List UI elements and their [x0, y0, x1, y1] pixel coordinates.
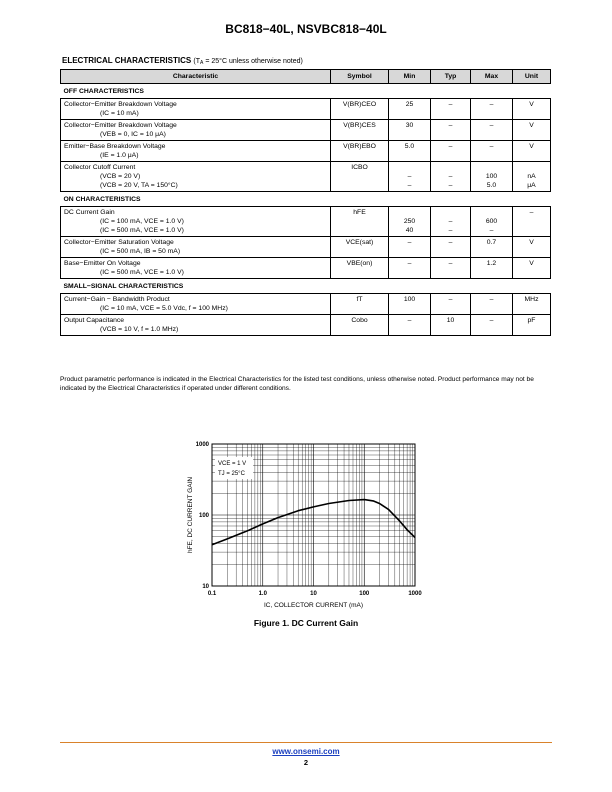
- min-cell: 30: [389, 120, 431, 141]
- symbol-cell: Cobo: [331, 315, 389, 336]
- symbol-cell: V(BR)EBO: [331, 141, 389, 162]
- table-row: [61, 294, 551, 315]
- unit-cell: V: [513, 258, 551, 279]
- table-row: [61, 141, 551, 162]
- min-cell: –: [389, 237, 431, 258]
- x-axis-label: IC, COLLECTOR CURRENT (mA): [263, 602, 364, 609]
- max-cell: 1.2: [471, 258, 513, 279]
- typ-cell: 10: [431, 315, 471, 336]
- footer-link[interactable]: www.onsemi.com: [272, 747, 340, 756]
- typ-cell: – –: [431, 207, 471, 237]
- table-caption: [62, 56, 303, 66]
- page-number: 2: [303, 758, 309, 767]
- unit-cell: V: [513, 120, 551, 141]
- table-row: [61, 99, 551, 120]
- section-row-off: [61, 84, 551, 99]
- min-cell: 25: [389, 99, 431, 120]
- table-row: [61, 315, 551, 336]
- section-label: SMALL−SIGNAL CHARACTERISTICS: [61, 279, 551, 294]
- table-row: [61, 237, 551, 258]
- characteristic-cell: Collector−Emitter Breakdown Voltage (VEB = 0, IC = 10 μA): [61, 120, 331, 141]
- characteristic-cell: Collector−Emitter Breakdown Voltage (IC = 10 mA): [61, 99, 331, 120]
- column-header: Unit: [513, 70, 551, 84]
- x-tick-label: 1.0: [258, 591, 267, 597]
- typ-cell: –: [431, 141, 471, 162]
- max-cell: 600 –: [471, 207, 513, 237]
- electrical-characteristics-table: [60, 69, 551, 336]
- unit-cell: V: [513, 99, 551, 120]
- figure-caption: Figure 1. DC Current Gain: [253, 618, 359, 628]
- table-caption-title: ELECTRICAL CHARACTERISTICS: [62, 56, 192, 65]
- column-header: Characteristic: [61, 70, 331, 84]
- x-tick-label: 0.1: [207, 591, 217, 597]
- unit-cell: V: [513, 141, 551, 162]
- table-row: [61, 207, 551, 237]
- symbol-cell: ICBO: [331, 162, 389, 192]
- max-cell: –: [471, 99, 513, 120]
- section-row-small-signal: [61, 279, 551, 294]
- characteristic-cell: Collector Cutoff Current (VCB = 20 V) (VCB = 20 V, TA = 150°C): [61, 162, 331, 192]
- annotation-vce: VCE = 1 V: [218, 461, 247, 467]
- max-cell: –: [471, 294, 513, 315]
- table-row: [61, 162, 551, 192]
- unit-cell: nA μA: [513, 162, 551, 192]
- column-header: Min: [389, 70, 431, 84]
- characteristic-cell: Base−Emitter On Voltage (IC = 500 mA, VCE = 1.0 V): [61, 258, 331, 279]
- x-tick-label: 100: [359, 591, 370, 597]
- table-caption-condition: ($T_A = 25^\circ C$ unless otherwise noted): [193, 58, 303, 66]
- y-tick-label: 10: [202, 584, 209, 590]
- symbol-cell: VBE(on): [331, 258, 389, 279]
- column-header: Typ: [431, 70, 471, 84]
- max-cell: –: [471, 141, 513, 162]
- symbol-cell: VCE(sat): [331, 237, 389, 258]
- section-row-on: [61, 192, 551, 207]
- x-tick-label: 10: [310, 591, 317, 597]
- max-cell: –: [471, 315, 513, 336]
- footer-rule: [60, 742, 552, 743]
- column-header: Max: [471, 70, 513, 84]
- section-label: OFF CHARACTERISTICS: [61, 84, 551, 99]
- typ-cell: –: [431, 258, 471, 279]
- min-cell: –: [389, 258, 431, 279]
- min-cell: 100: [389, 294, 431, 315]
- characteristic-cell: Current−Gain − Bandwidth Product (IC = 10 mA, VCE = 5.0 Vdc, f = 100 MHz): [61, 294, 331, 315]
- min-cell: 5.0: [389, 141, 431, 162]
- unit-cell: V: [513, 237, 551, 258]
- characteristic-cell: Output Capacitance (VCB = 10 V, f = 1.0 MHz): [61, 315, 331, 336]
- y-axis-label: hFE, DC CURRENT GAIN: [187, 476, 194, 554]
- table-header-row: [61, 70, 551, 84]
- table-row: [61, 120, 551, 141]
- characteristic-cell: Collector−Emitter Saturation Voltage (IC = 500 mA, IB = 50 mA): [61, 237, 331, 258]
- dc-current-gain-chart: [180, 436, 440, 616]
- table-row: [61, 258, 551, 279]
- max-cell: 0.7: [471, 237, 513, 258]
- symbol-cell: fT: [331, 294, 389, 315]
- max-cell: –: [471, 120, 513, 141]
- symbol-cell: V(BR)CEO: [331, 99, 389, 120]
- typ-cell: –: [431, 237, 471, 258]
- page-title: BC818−40L, NSVBC818−40L: [225, 22, 387, 36]
- footnote: Product parametric performance is indicated in the Electrical Characteristics for the listed test conditions, unless otherwise noted. Product performance may not be indicated by the Electrical Characteristics if operated under different conditions.: [60, 376, 534, 392]
- x-tick-label: 1000: [408, 591, 422, 597]
- unit-cell: MHz: [513, 294, 551, 315]
- y-tick-label: 100: [198, 513, 209, 519]
- typ-cell: –: [431, 294, 471, 315]
- symbol-cell: V(BR)CES: [331, 120, 389, 141]
- characteristic-cell: Emitter−Base Breakdown Voltage (IE = 1.0 μA): [61, 141, 331, 162]
- column-header: Symbol: [331, 70, 389, 84]
- typ-cell: –: [431, 120, 471, 141]
- unit-cell: pF: [513, 315, 551, 336]
- min-cell: –: [389, 315, 431, 336]
- characteristic-cell: DC Current Gain (IC = 100 mA, VCE = 1.0 V) (IC = 500 mA, VCE = 1.0 V): [61, 207, 331, 237]
- min-cell: 250 40: [389, 207, 431, 237]
- max-cell: 100 5.0: [471, 162, 513, 192]
- y-tick-label: 1000: [195, 442, 209, 448]
- min-cell: – –: [389, 162, 431, 192]
- symbol-cell: hFE: [331, 207, 389, 237]
- unit-cell: –: [513, 207, 551, 237]
- section-label: ON CHARACTERISTICS: [61, 192, 551, 207]
- annotation-tj: TJ = 25°C: [218, 471, 245, 477]
- typ-cell: –: [431, 99, 471, 120]
- typ-cell: – –: [431, 162, 471, 192]
